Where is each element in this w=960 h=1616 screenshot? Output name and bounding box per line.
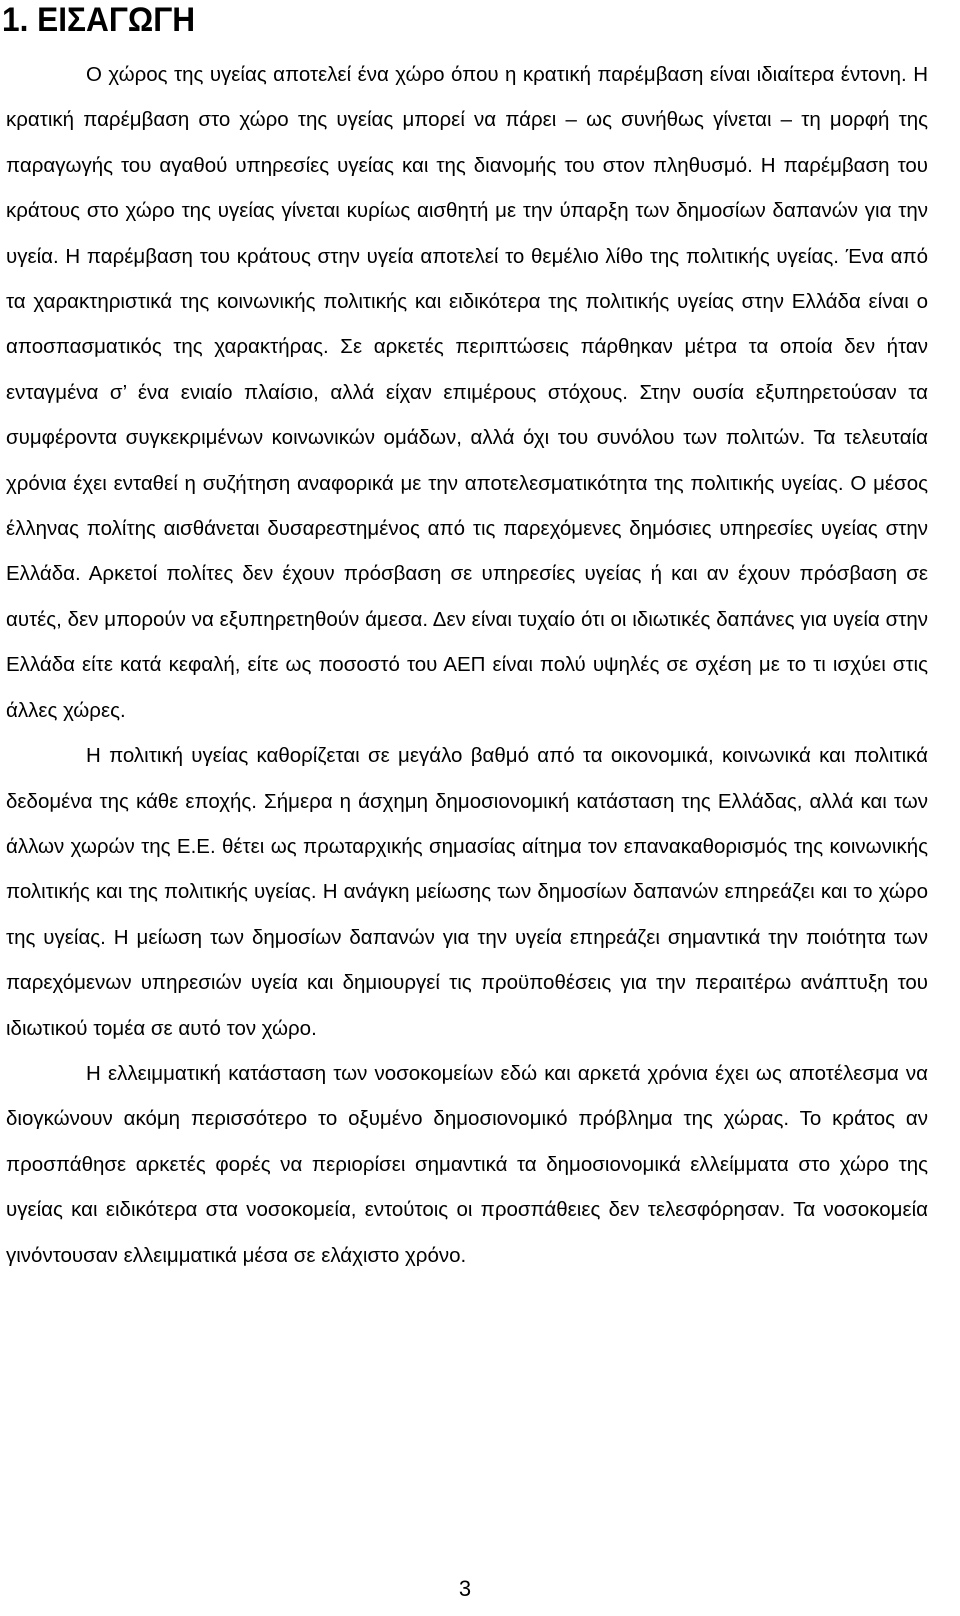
section-heading: 1. ΕΙΣΑΓΩΓΗ: [2, 1, 196, 39]
body-text: [6, 52, 928, 1278]
page-number: 3: [458, 1576, 472, 1601]
paragraph-2: Η πολιτική υγείας καθορίζεται σε μεγάλο βαθμό από τα οικονομικά, κοινωνικά και πολιτικά δεδομένα της κάθε εποχής. Σήμερα η άσχημη δημοσιονομική κατάσταση της Ελλάδας, αλλά και των άλλων χωρών της Ε.Ε. θέτει ως πρωταρχικής σημασίας αίτημα τον επανακαθορισμός της κοινωνικής πολιτικής και της πολιτικής υγείας. Η ανάγκη μείωσης των δημοσίων δαπανών επηρεάζει και το χώρο της υγείας. Η μείωση των δημοσίων δαπανών για την υγεία επηρεάζει σημαντικά την ποιότητα των παρεχόμενων υπηρεσιών υγεία και δημιουργεί τις προϋποθέσεις για την περαιτέρω ανάπτυξη του ιδιωτικού τομέα σε αυτό τον χώρο.: [6, 744, 928, 1040]
paragraph-3: Η ελλειμματική κατάσταση των νοσοκομείων εδώ και αρκετά χρόνια έχει ως αποτέλεσμα να διογκώνουν ακόμη περισσότερο το οξυμένο δημοσιονομικό πρόβλημα της χώρας. Το κράτος αν προσπάθησε αρκετές φορές να περιορίσει σημαντικά τα δημοσιονομικά ελλείμματα στο χώρο της υγείας και ειδικότερα στα νοσοκομεία, εντούτοις οι προσπάθειες δεν τελεσφόρησαν. Τα νοσοκομεία γινόντουσαν ελλειμματικά μέσα σε ελάχιστο χρόνο.: [6, 1061, 928, 1267]
paragraph-1: Ο χώρος της υγείας αποτελεί ένα χώρο όπου η κρατική παρέμβαση είναι ιδιαίτερα έντονη. Η κρατική παρέμβαση στο χώρο της υγείας μπορεί να πάρει – ως συνήθως γίνεται – τη μορφή της παραγωγής του αγαθού υπηρεσίες υγείας και της διανομής του στον πληθυσμό. Η παρέμβαση του κράτους στο χώρο της υγείας γίνεται κυρίως αισθητή με την ύπαρξη των δημοσίων δαπανών για την υγεία. Η παρέμβαση του κράτους στην υγεία αποτελεί το θεμέλιο λίθο της πολιτικής υγείας. Ένα από τα χαρακτηριστικά της κοινωνικής πολιτικής και ειδικότερα της πολιτικής υγείας στην Ελλάδα είναι ο αποσπασματικός της χαρακτήρας. Σε αρκετές περιπτώσεις πάρθηκαν μέτρα τα οποία δεν ήταν ενταγμένα σ’ ένα ενιαίο πλαίσιο, αλλά είχαν επιμέρους στόχους. Στην ουσία εξυπηρετούσαν τα συμφέροντα συγκεκριμένων κοινωνικών ομάδων, αλλά όχι του συνόλου των πολιτών. Τα τελευταία χρόνια έχει ενταθεί η συζήτηση αναφορικά με την αποτελεσματικότητα της πολιτικής υγείας. Ο μέσος έλληνας πολίτης αισθάνεται δυσαρεστημένος από τις παρεχόμενες δημόσιες υπηρεσίες υγείας στην Ελλάδα. Αρκετοί πολίτες δεν έχουν πρόσβαση σε υπηρεσίες υγείας ή και αν έχουν πρόσβαση σε αυτές, δεν μπορούν να εξυπηρετηθούν άμεσα. Δεν είναι τυχαίο ότι οι ιδιωτικές δαπάνες για υγεία στην Ελλάδα είτε κατά κεφαλή, είτε ως ποσοστό του ΑΕΠ είναι πολύ υψηλές σε σχέση με το τι ισχύει στις άλλες χώρες.: [6, 63, 928, 722]
